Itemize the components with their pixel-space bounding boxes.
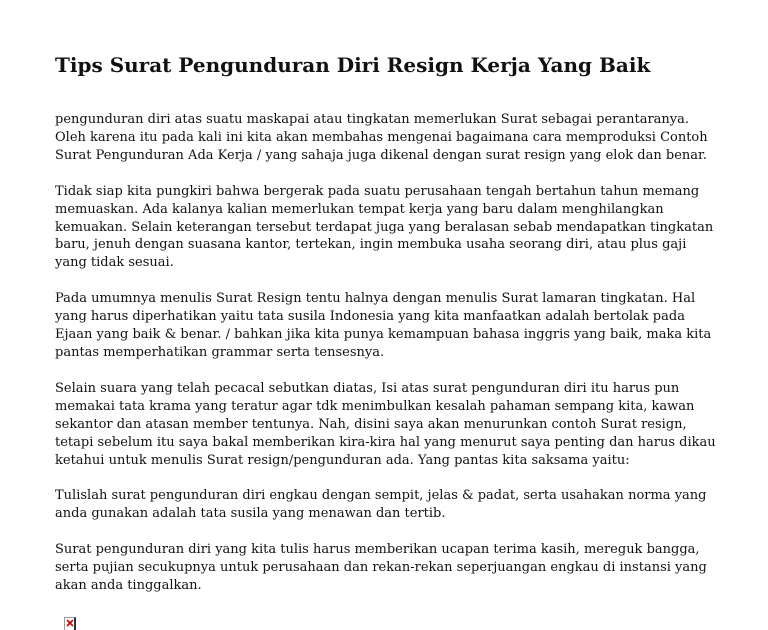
paragraph-1: pengunduran diri atas suatu maskapai atau tingkatan memerlukan Surat sebagai perantaranya. Oleh karena itu pada kali ini kita akan membahas mengenai bagaimana cara memproduksi Contoh Surat Pengunduran Ada Kerja / yang sahaja juga dikenal dengan surat resign yang elok dan benar. — [55, 112, 708, 163]
paragraph-6: Surat pengunduran diri yang kita tulis harus memberikan ucapan terima kasih, mereguk bangga, serta pujian secukupnya untuk perusahaan dan rekan-rekan seperjuangan engkau di instansi yang akan anda tinggalkan. — [55, 542, 707, 594]
paragraph-2: Tidak siap kita pungkiri bahwa bergerak pada suatu perusahaan tengah bertahun tahun memang memuaskan. Ada kalanya kalian memerlukan tempat kerja yang baru dalam menghilangkan kemuakan. Selain keterangan tersebut terdapat juga yang beralasan sebab mendapatkan tingkatan baru, jenuh dengan suasana kantor, tertekan, ingin membuka usaha seorang diri, atau plus gaji yang tidak sesuai. — [55, 183, 714, 271]
article-title: Tips Surat Pengunduran Diri Resign Kerja Yang Baik — [55, 53, 651, 77]
paragraph-4: Selain suara yang telah pecacal sebutkan diatas, Isi atas surat pengunduran diri itu harus pun memakai tata krama yang teratur agar tdk menimbulkan kesalah pahaman sempang kita, kawan sekantor dan atasan member tentunya. Nah, disini saya akan menurunkan contoh Surat resign, tetapi sebelum itu saya bakal memberikan kira-kira hal yang menurut saya penting dan harus dikau ketahui untuk menulis Surat resign/pengunduran ada. Yang pantas kita saksama yaitu: — [55, 380, 716, 468]
article-body — [55, 111, 720, 613]
paragraph-3: Pada umumnya menulis Surat Resign tentu halnya dengan menulis Surat lamaran tingkatan. Hal yang harus diperhatikan yaitu tata susila Indonesia yang kita manfaatkan adalah bertolak pada Ejaan yang baik & benar. / bahkan jika kita punya kemampuan bahasa inggris yang baik, maka kita pantas memperhatikan grammar serta tensesnya. — [55, 291, 712, 360]
paragraph-5: Tulislah surat pengunduran diri engkau dengan sempit, jelas & padat, serta usahakan norma yang anda gunakan adalah tata susila yang menawan dan tertib. — [55, 488, 707, 522]
broken-image-icon — [64, 617, 76, 630]
